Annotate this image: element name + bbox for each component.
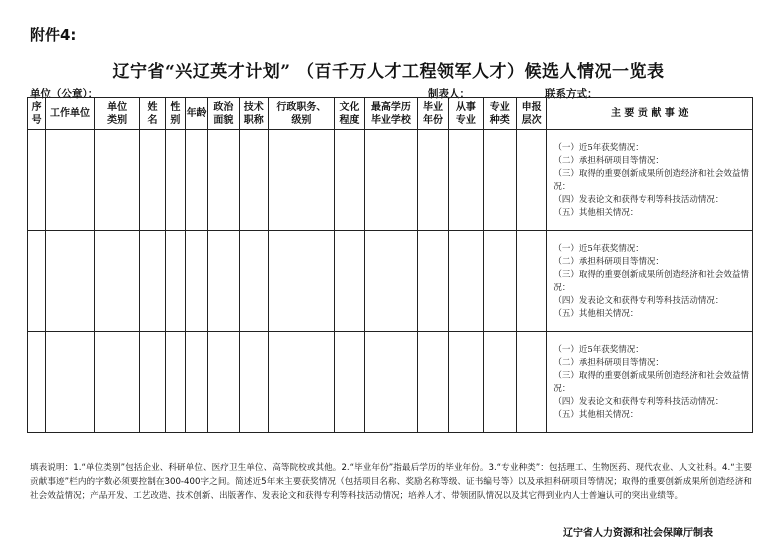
column-header-text: 专业 [455, 114, 476, 126]
empty-cell [239, 130, 268, 231]
form-maker-label: 制表人： [428, 88, 470, 100]
empty-cell [185, 130, 207, 231]
column-header-text: 序 [31, 101, 42, 113]
contribution-item: （一）近5年获奖情况： [553, 244, 644, 254]
contribution-list [547, 231, 752, 321]
empty-cell [165, 332, 185, 433]
contribution-item: （二）承担科研项目等情况： [553, 156, 664, 166]
empty-cell [94, 231, 140, 332]
column-header [334, 98, 364, 130]
contribution-cell [547, 130, 753, 231]
column-header-text: 号 [31, 114, 42, 126]
empty-cell [140, 231, 165, 332]
column-header [483, 98, 516, 130]
empty-cell [165, 130, 185, 231]
contact-label: 联系方式： [545, 88, 598, 100]
empty-cell [449, 231, 483, 332]
empty-cell [334, 130, 364, 231]
empty-cell [365, 130, 418, 231]
empty-cell [140, 332, 165, 433]
contribution-item: （五）其他相关情况： [553, 309, 639, 319]
column-header [28, 98, 46, 130]
empty-cell [28, 231, 46, 332]
column-header [239, 98, 268, 130]
empty-cell [483, 332, 516, 433]
empty-cell [185, 332, 207, 433]
empty-cell [28, 332, 46, 433]
empty-cell [483, 130, 516, 231]
column-header [365, 98, 418, 130]
column-header-text: 政治 [213, 101, 234, 113]
column-header-text: 种类 [489, 114, 510, 126]
column-header-text: 名 [147, 114, 158, 126]
column-header-text: 层次 [521, 114, 542, 126]
contribution-item: （三）取得的重要创新成果所创造经济和社会效益情况： [553, 169, 749, 192]
contribution-item: （二）承担科研项目等情况： [553, 358, 664, 368]
empty-cell [334, 332, 364, 433]
contribution-item: （四）发表论文和获得专利等科技活动情况： [553, 397, 724, 407]
candidate-table [27, 97, 753, 433]
column-header [46, 98, 95, 130]
contribution-item: （三）取得的重要创新成果所创造经济和社会效益情况： [553, 270, 749, 293]
column-header [185, 98, 207, 130]
empty-cell [365, 332, 418, 433]
table-row [28, 332, 753, 433]
empty-cell [417, 332, 448, 433]
empty-cell [208, 332, 239, 433]
column-header-text: 年龄 [186, 108, 207, 119]
contribution-item: （一）近5年获奖情况： [553, 143, 644, 153]
empty-cell [208, 130, 239, 231]
empty-cell [46, 231, 95, 332]
column-header-text: 程度 [339, 114, 360, 126]
attachment-label: 附件4: [30, 26, 77, 44]
contribution-list [547, 332, 752, 422]
column-header [140, 98, 165, 130]
column-header-text: 年份 [422, 114, 443, 126]
column-header [449, 98, 483, 130]
column-header-text: 技术 [243, 101, 264, 113]
table-row [28, 231, 753, 332]
empty-cell [516, 130, 546, 231]
column-header-text: 单位 [107, 101, 128, 113]
empty-cell [516, 332, 546, 433]
contribution-item: （四）发表论文和获得专利等科技活动情况： [553, 195, 724, 205]
column-header-text: 最高学历 [370, 101, 411, 113]
empty-cell [417, 231, 448, 332]
column-header-text: 工作单位 [50, 108, 91, 119]
column-header [268, 98, 334, 130]
empty-cell [417, 130, 448, 231]
column-header-text: 毕业学校 [370, 114, 411, 126]
empty-cell [449, 332, 483, 433]
column-header-text: 级别 [291, 114, 312, 126]
empty-cell [46, 130, 95, 231]
contribution-cell [547, 231, 753, 332]
unit-seal-label: 单位（公章）： [30, 88, 99, 100]
empty-cell [268, 332, 334, 433]
column-header-text: 职称 [243, 114, 264, 126]
empty-cell [94, 130, 140, 231]
empty-cell [94, 332, 140, 433]
contribution-item: （二）承担科研项目等情况： [553, 257, 664, 267]
empty-cell [365, 231, 418, 332]
empty-cell [449, 130, 483, 231]
column-header [94, 98, 140, 130]
empty-cell [268, 231, 334, 332]
contribution-cell [547, 332, 753, 433]
column-header [547, 98, 753, 130]
empty-cell [483, 231, 516, 332]
empty-cell [268, 130, 334, 231]
empty-cell [334, 231, 364, 332]
column-header-text: 文化 [339, 101, 360, 113]
column-header-text: 专业 [489, 101, 510, 113]
empty-cell [239, 332, 268, 433]
document-title: 辽宁省“兴辽英才计划” （百千万人才工程领军人才）候选人情况一览表 [112, 62, 665, 82]
column-header [516, 98, 546, 130]
table-header-row [28, 98, 753, 130]
contribution-item: （三）取得的重要创新成果所创造经济和社会效益情况： [553, 371, 749, 394]
column-header [417, 98, 448, 130]
contribution-list [547, 130, 752, 220]
contribution-item: （一）近5年获奖情况： [553, 345, 644, 355]
column-header-text: 类别 [107, 114, 128, 126]
column-header [165, 98, 185, 130]
empty-cell [46, 332, 95, 433]
column-header-text: 申报 [521, 101, 542, 113]
contribution-item: （五）其他相关情况： [553, 410, 639, 420]
column-header-text: 别 [170, 114, 181, 126]
column-header-text: 行政职务、 [276, 101, 327, 113]
empty-cell [185, 231, 207, 332]
column-header-text: 性 [170, 101, 181, 113]
contribution-item: （五）其他相关情况： [553, 208, 639, 218]
empty-cell [239, 231, 268, 332]
issuer-footer: 辽宁省人力资源和社会保障厅制表 [563, 528, 713, 539]
empty-cell [140, 130, 165, 231]
column-header [208, 98, 239, 130]
column-header-text: 姓 [147, 101, 158, 113]
table-row [28, 130, 753, 231]
empty-cell [165, 231, 185, 332]
column-header-text: 毕业 [422, 101, 443, 113]
empty-cell [516, 231, 546, 332]
filling-instructions: 填表说明：1.“单位类别”包括企业、科研单位、医疗卫生单位、高等院校或其他。2.“毕业年份”指最后学历的毕业年份。3.“专业种类”：包括理工、生物医药、现代农业、人文社科。4.“主要贡献事迹”栏内的字数必须要控制在300-400字之间。简述近5年来主要获奖情况（包括项目名称、奖励名称等级、证书编号等）以及承担科研项目等情况；取得的重要创新成果所创造经济和社会效益情况；产品开发、工艺改造、技术创新、出版著作、发表论文和获得专利等科技活动情况；培养人才、带领团队情况以及其它得到业内人士普遍认可的突出业绩等。 [30, 463, 752, 501]
empty-cell [28, 130, 46, 231]
empty-cell [208, 231, 239, 332]
column-header-text: 主 要 贡 献 事 迹 [610, 108, 689, 119]
column-header-text: 从事 [455, 101, 476, 113]
column-header-text: 面貌 [213, 114, 234, 126]
contribution-item: （四）发表论文和获得专利等科技活动情况： [553, 296, 724, 306]
